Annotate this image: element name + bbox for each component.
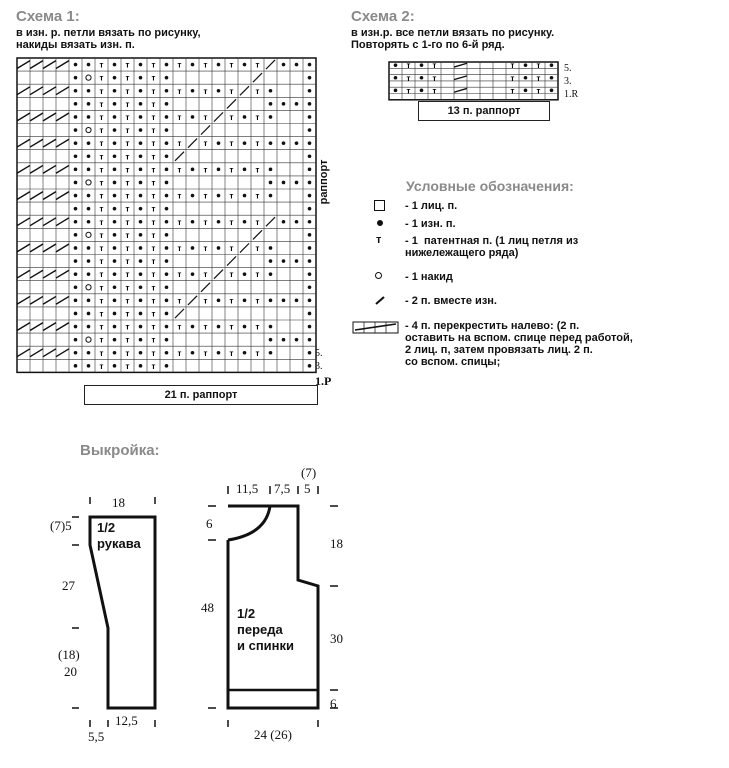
patent-stitch: т <box>255 191 260 201</box>
patent-stitch-icon: т <box>376 234 382 246</box>
patent-stitch: т <box>151 60 156 70</box>
patent-stitch: т <box>151 230 156 240</box>
patent-stitch: т <box>255 243 260 253</box>
patent-stitch: т <box>99 191 104 201</box>
patent-stitch: т <box>125 335 130 345</box>
patent-stitch: т <box>125 361 130 371</box>
patent-stitch: т <box>99 60 104 70</box>
patent-stitch: т <box>99 270 104 280</box>
scheme2-note-line1: в изн.р. все петли вязать по рисунку. <box>351 27 555 39</box>
patent-stitch: т <box>151 178 156 188</box>
patent-stitch: т <box>229 60 234 70</box>
patent-stitch: т <box>203 217 208 227</box>
pattern-title: Выкройка: <box>80 442 160 459</box>
patent-stitch: т <box>99 178 104 188</box>
patent-stitch: т <box>432 86 437 96</box>
patent-stitch: т <box>125 73 130 83</box>
patent-stitch: т <box>151 348 156 358</box>
patent-stitch: т <box>99 230 104 240</box>
patent-stitch: т <box>151 335 156 345</box>
patent-stitch: т <box>229 86 234 96</box>
scheme1-row-label-1: 1.Р <box>315 374 332 388</box>
patent-stitch: т <box>203 165 208 175</box>
patent-stitch: т <box>203 348 208 358</box>
patent-stitch: т <box>177 296 182 306</box>
patent-stitch: т <box>177 243 182 253</box>
patent-stitch: т <box>99 86 104 96</box>
patent-stitch: т <box>125 152 130 162</box>
body-shoulder-width: 7,5 <box>274 481 291 496</box>
patent-stitch: т <box>177 139 182 149</box>
legend-item-knit: - 1 лиц. п. <box>405 200 458 212</box>
patent-stitch: т <box>151 361 156 371</box>
scheme2-note-line2: Повторять с 1-го по 6-й ряд. <box>351 39 505 51</box>
patent-stitch: т <box>125 86 130 96</box>
legend-item-yarn-over: - 1 накид <box>405 271 453 283</box>
patent-stitch: т <box>99 165 104 175</box>
body-full-height: 48 <box>201 600 214 615</box>
patent-stitch: т <box>151 322 156 332</box>
patent-stitch: т <box>203 191 208 201</box>
patent-stitch: т <box>99 139 104 149</box>
patent-stitch: т <box>99 335 104 345</box>
patent-stitch: т <box>255 165 260 175</box>
patent-stitch: т <box>406 73 411 83</box>
scheme1-row-label-5: 5. <box>315 348 323 359</box>
patent-stitch: т <box>177 165 182 175</box>
patent-stitch: т <box>203 296 208 306</box>
patent-stitch: т <box>99 243 104 253</box>
patent-stitch: т <box>151 257 156 267</box>
patent-stitch: т <box>255 217 260 227</box>
patent-stitch: т <box>177 112 182 122</box>
patent-stitch: т <box>125 309 130 319</box>
patent-stitch: т <box>536 86 541 96</box>
patent-stitch: т <box>203 112 208 122</box>
patent-stitch: т <box>406 61 411 71</box>
scheme1-rapport-bottom: 21 п. раппорт <box>84 385 318 405</box>
sleeve-upper-length: 27 <box>62 578 75 593</box>
patent-stitch: т <box>151 204 156 214</box>
body-label-line3: и спинки <box>237 638 295 653</box>
patent-stitch: т <box>125 348 130 358</box>
patent-stitch: т <box>229 270 234 280</box>
scheme1-rapport-side: раппорт <box>318 159 330 205</box>
patent-stitch: т <box>177 348 182 358</box>
patent-stitch: т <box>125 217 130 227</box>
legend-item-patent: - 1 патентная п. (1 лиц петля из нижележащего ряда) <box>405 235 579 259</box>
patent-stitch: т <box>151 309 156 319</box>
patent-stitch: т <box>125 257 130 267</box>
sleeve-label-line1: 1/2 <box>97 520 116 535</box>
legend-item-cable-cross: - 4 п. перекрестить налево: (2 п. оставить на вспом. спице перед работой, 2 лиц. п, затем провязать лиц. 2 п. со вспом. спицы; <box>405 320 633 368</box>
patent-stitch: т <box>406 86 411 96</box>
patent-stitch: т <box>229 217 234 227</box>
patent-stitch: т <box>510 61 515 71</box>
scheme2-row-label-3: 3. <box>564 76 572 87</box>
patent-stitch: т <box>125 112 130 122</box>
patent-stitch: т <box>151 243 156 253</box>
scheme1-row-label-3: 3. <box>315 361 323 372</box>
patent-stitch: т <box>229 139 234 149</box>
patent-stitch: т <box>177 60 182 70</box>
patent-stitch: т <box>229 348 234 358</box>
patent-stitch: т <box>125 99 130 109</box>
patent-stitch: т <box>151 217 156 227</box>
patent-stitch: т <box>125 270 130 280</box>
patent-stitch: т <box>99 99 104 109</box>
patent-stitch: т <box>125 126 130 136</box>
patent-stitch: т <box>255 139 260 149</box>
patent-stitch: т <box>229 296 234 306</box>
patent-stitch: т <box>99 309 104 319</box>
sleeve-cap-height: (7)5 <box>50 518 72 533</box>
sleeve-lower-length: 20 <box>64 664 77 679</box>
patent-stitch: т <box>177 86 182 96</box>
body-armhole-width: 5 <box>304 481 311 496</box>
patent-stitch: т <box>510 73 515 83</box>
patent-stitch: т <box>203 86 208 96</box>
patent-stitch: т <box>203 243 208 253</box>
patent-stitch: т <box>99 257 104 267</box>
patent-stitch: т <box>99 126 104 136</box>
patent-stitch: т <box>203 322 208 332</box>
legend-title: Условные обозначения: <box>406 178 574 194</box>
patent-stitch: т <box>125 178 130 188</box>
scheme2-rapport-bottom: 13 п. раппорт <box>418 101 550 121</box>
patent-stitch: т <box>125 60 130 70</box>
patent-stitch: т <box>151 296 156 306</box>
sleeve-lower-length-alt: (18) <box>58 647 80 662</box>
patent-stitch: т <box>177 217 182 227</box>
patent-stitch: т <box>99 204 104 214</box>
patent-stitch: т <box>536 61 541 71</box>
sleeve-offset: 5,5 <box>88 729 105 744</box>
patent-stitch: т <box>151 270 156 280</box>
patent-stitch: т <box>99 112 104 122</box>
patent-stitch: т <box>255 270 260 280</box>
patent-stitch: т <box>125 165 130 175</box>
patent-stitch: т <box>255 348 260 358</box>
patent-stitch: т <box>177 270 182 280</box>
legend-item-purl: - 1 изн. п. <box>405 218 456 230</box>
patent-stitch: т <box>255 86 260 96</box>
patent-stitch: т <box>99 73 104 83</box>
body-neck-depth: 6 <box>206 516 213 531</box>
patent-stitch: т <box>125 139 130 149</box>
patent-stitch: т <box>229 112 234 122</box>
sleeve-top-width: 18 <box>112 495 125 510</box>
body-armhole-height: 18 <box>330 536 343 551</box>
patent-stitch: т <box>99 296 104 306</box>
patent-stitch: т <box>151 73 156 83</box>
scheme2-title: Схема 2: <box>351 8 415 25</box>
patent-stitch: т <box>151 283 156 293</box>
body-side-height: 30 <box>330 631 343 646</box>
scheme1-note-line1: в изн. р. петли вязать по рисунку, <box>16 27 201 39</box>
patent-stitch: т <box>255 322 260 332</box>
patent-stitch: т <box>255 112 260 122</box>
body-label-line1: 1/2 <box>237 606 256 621</box>
patent-stitch: т <box>99 361 104 371</box>
patent-stitch: т <box>125 322 130 332</box>
patent-stitch: т <box>99 283 104 293</box>
patent-stitch: т <box>229 243 234 253</box>
patent-stitch: т <box>151 139 156 149</box>
patent-stitch: т <box>99 322 104 332</box>
patent-stitch: т <box>125 204 130 214</box>
patent-stitch: т <box>229 191 234 201</box>
patent-stitch: т <box>255 60 260 70</box>
patent-stitch: т <box>99 348 104 358</box>
patent-stitch: т <box>510 86 515 96</box>
scheme1-title: Схема 1: <box>16 8 80 25</box>
scheme1-note-line2: накиды вязать изн. п. <box>16 39 135 51</box>
legend-item-purl-two-together: - 2 п. вместе изн. <box>405 295 497 307</box>
patent-stitch: т <box>229 165 234 175</box>
patent-stitch: т <box>229 322 234 332</box>
patent-stitch: т <box>255 296 260 306</box>
patent-stitch: т <box>125 296 130 306</box>
patent-stitch: т <box>151 152 156 162</box>
patent-stitch: т <box>203 270 208 280</box>
patent-stitch: т <box>151 112 156 122</box>
body-label-line2: переда <box>237 622 283 637</box>
patent-stitch: т <box>125 243 130 253</box>
scheme2-row-label-5: 5. <box>564 63 572 74</box>
patent-stitch: т <box>99 152 104 162</box>
patent-stitch: т <box>125 283 130 293</box>
body-neck-width: 11,5 <box>236 481 259 496</box>
body-rib-height: 6 <box>330 696 337 711</box>
patent-stitch: т <box>151 86 156 96</box>
patent-stitch: т <box>151 165 156 175</box>
patent-stitch: т <box>125 230 130 240</box>
patent-stitch: т <box>432 73 437 83</box>
sleeve-label-line2: рукава <box>97 536 141 551</box>
patent-stitch: т <box>536 73 541 83</box>
patent-stitch: т <box>177 322 182 332</box>
patent-stitch: т <box>432 61 437 71</box>
body-armhole-width-alt: (7) <box>301 465 317 480</box>
patent-stitch: т <box>99 217 104 227</box>
patent-stitch: т <box>203 139 208 149</box>
patent-stitch: т <box>177 191 182 201</box>
patent-stitch: т <box>203 60 208 70</box>
patent-stitch: т <box>151 99 156 109</box>
body-hem-width: 24 (26) <box>254 727 292 742</box>
patent-stitch: т <box>151 191 156 201</box>
sleeve-cuff-width: 12,5 <box>115 713 138 728</box>
scheme2-row-label-1: 1.R <box>564 89 579 100</box>
patent-stitch: т <box>151 126 156 136</box>
patent-stitch: т <box>125 191 130 201</box>
